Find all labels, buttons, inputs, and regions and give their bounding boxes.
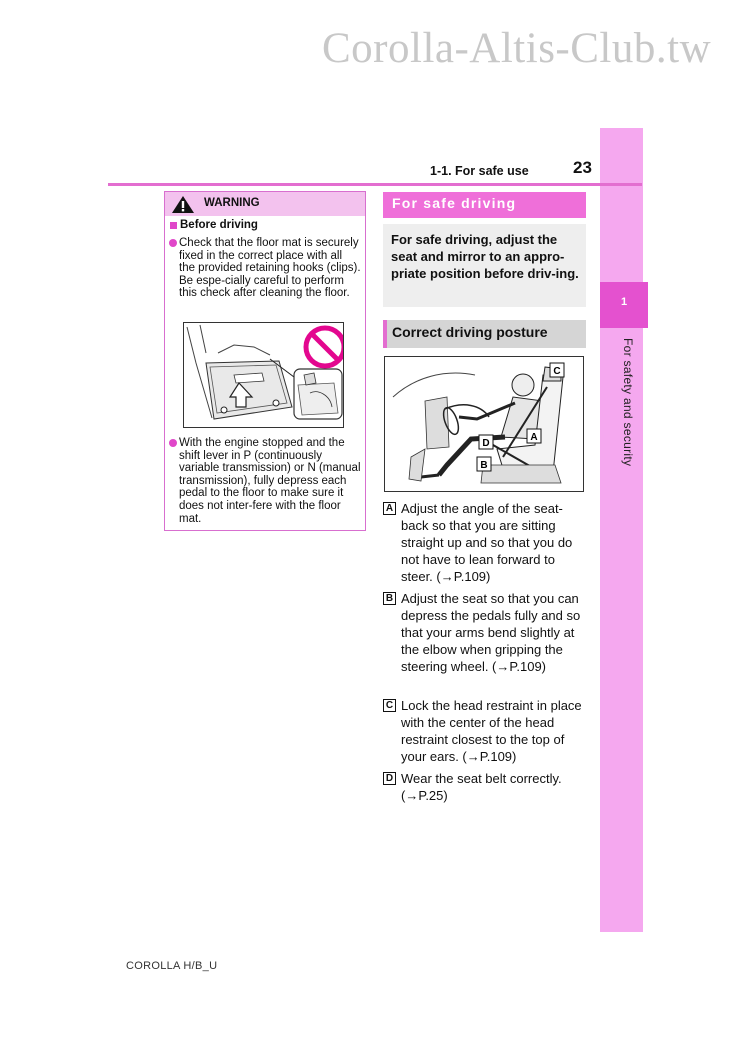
floor-mat-illustration: [183, 322, 344, 428]
warning-header: [165, 192, 365, 216]
warning-icon: [171, 195, 195, 214]
warning-bullet-2: With the engine stopped and the shift lever in P (continuously variable transmission) or N (manual transmission), fully depress each pedal to the floor to make sure it does not inter-fere with the floor mat.: [179, 437, 361, 525]
driving-posture-illustration: [384, 356, 584, 492]
header-rule: [108, 183, 642, 186]
item-text-b: Adjust the seat so that you can depress the pedals fully and so that your arms bend slightly at the elbow when gripping the steering wheel. (→P.109): [401, 591, 581, 674]
svg-text:D: D: [482, 438, 490, 449]
svg-text:B: B: [480, 460, 488, 471]
section-title: For safe driving: [392, 195, 517, 211]
page-number: 23: [573, 158, 592, 177]
side-tab-label: For safety and security: [621, 338, 635, 467]
square-bullet-icon: [170, 222, 177, 229]
watermark: Corolla-Altis-Club.tw: [322, 25, 712, 72]
side-tab-number: 1: [600, 282, 648, 328]
item-letter-a: A: [383, 502, 396, 515]
footer-label: COROLLA H/B_U: [126, 960, 218, 972]
item-letter-b: B: [383, 592, 396, 605]
bullet-icon: [169, 439, 177, 447]
subsection-title: Correct driving posture: [392, 324, 548, 340]
section-heading: 1-1. For safe use: [430, 164, 529, 178]
item-text-c: Lock the head restraint in place with the center of the head restraint closest to the top of your ears. (→P.109): [401, 698, 582, 764]
side-tab: [600, 128, 643, 932]
svg-text:A: A: [530, 432, 538, 443]
intro-text: For safe driving, adjust the seat and mirror to an appro-priate position before driv-ing.: [391, 232, 579, 281]
svg-text:C: C: [553, 366, 561, 377]
item-text-d: Wear the seat belt correctly. (→P.25): [401, 771, 562, 803]
warning-title: WARNING: [204, 197, 260, 209]
warning-bullet-1: Check that the floor mat is securely fixed in the correct place with all the provided retaining hooks (clips). Be espe-cially careful to perform this check after cleaning the floor.: [179, 237, 361, 300]
item-letter-c: C: [383, 699, 396, 712]
item-letter-d: D: [383, 772, 396, 785]
item-text-a: Adjust the angle of the seat-back so that you are sitting straight up and so that you do not have to lean forward to steer. (→P.109): [401, 501, 573, 584]
warning-subheading: Before driving: [180, 219, 258, 231]
subsection-accent: [383, 320, 387, 348]
bullet-icon: [169, 239, 177, 247]
